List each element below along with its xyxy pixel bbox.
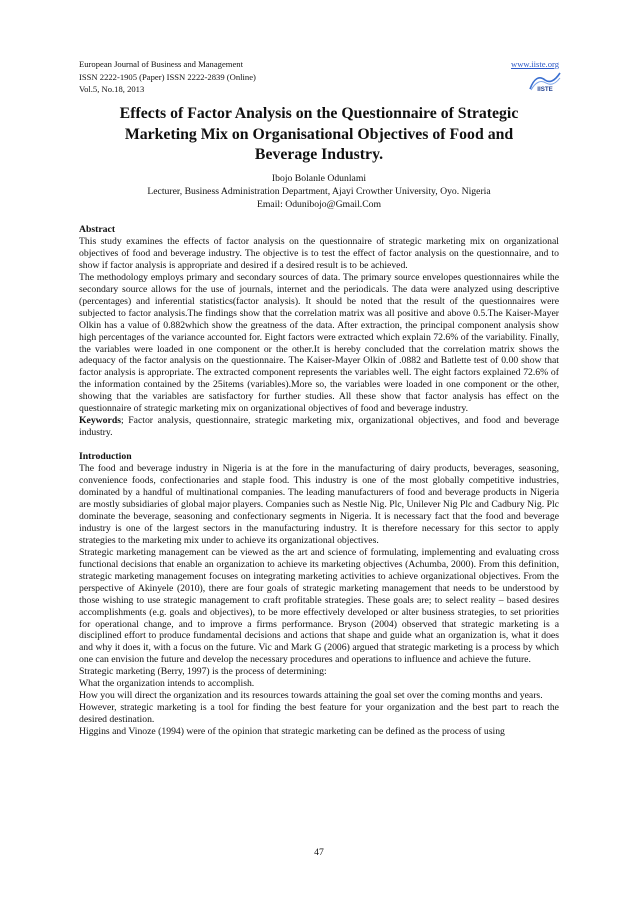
logo-text: IISTE	[537, 86, 553, 92]
intro-paragraph: How you will direct the organization and its resources towards attaining the goal set over the coming months and years.	[79, 690, 543, 702]
keywords-text: ; Factor analysis, questionnaire, strategic marketing mix, organizational objectives, and food and beverage industry.	[79, 415, 559, 439]
intro-paragraph: However, strategic marketing is a tool for finding the best feature for your organization and the best part to reach the desired destination.	[79, 702, 559, 726]
journal-name: European Journal of Business and Management	[79, 59, 243, 69]
keywords-label: Keywords	[79, 415, 121, 427]
introduction-heading: Introduction	[79, 451, 132, 463]
running-header	[79, 58, 256, 96]
intro-paragraph: Strategic marketing management can be viewed as the art and science of formulating, implementing and evaluating cross functional decisions that enable an organization to achieve its marketing objectives (Achumba, 2000). From this definition, strategic marketing management focuses on integrating marketing activities to achieve organizational objectives. From the perspective of Akinyele (2010), there are four goals of strategic marketing management that needs to be understood by those wishing to use strategic management to craft profitable strategies. These goals are; to select reality – based desires accomplishments (e.g. goals and objectives), to be more effectively developed or alter business strategies, to set priorities for operational change, and to improve a firms performance. Bryson (2004) observed that strategic marketing is a disciplined effort to produce fundamental decisions and actions that shape and guide what an organization is, what it does and why it does it, with a focus on the future. Vic and Mark G (2006) argued that strategic marketing is a process by which one can envision the future and develop the necessary procedures and operations to influence and achieve the future.	[79, 546, 559, 666]
intro-paragraph: Strategic marketing (Berry, 1997) is the process of determining:	[79, 666, 327, 678]
keywords-line	[79, 415, 559, 439]
abstract-heading: Abstract	[79, 224, 116, 235]
abstract-paragraph: This study examines the effects of factor analysis on the questionnaire of strategic marketing mix on organizational objectives of food and beverage industry. The objective is to test the effect of factor analysis on the questionnaire, and to show if factor analysis is appropriate and desired if a desired result is to be achieved.	[79, 235, 559, 271]
page-number: 47	[314, 847, 324, 858]
body-text	[79, 224, 559, 738]
intro-paragraph: Higgins and Vinoze (1994) were of the opinion that strategic marketing can be defined as the process of using	[79, 726, 505, 738]
volume-line: Vol.5, No.18, 2013	[79, 84, 145, 94]
intro-paragraph: The food and beverage industry in Nigeria is at the fore in the manufacturing of dairy products, beverages, seasoning, convenience foods, confectionaries and staple food. This industry is one of the most globally competitive industries, dominated by a handful of multinational companies. The leading manufacturers of food and beverage products in Nigeria are mostly subsidiaries of global major players. Companies such as Nestle Nig. Plc, Unilever Nig Plc and Cadbury Nig. Plc dominate the beverage, seasoning and confectionary segments in Nigeria. It is necessary fact that the food and beverage industry is one of the largest sectors in the manufacturing industry. It is therefore necessary for this sector to apply strategies to the marketing mix under to achieve its organizational objectives.	[79, 463, 559, 546]
abstract-paragraph: The methodology employs primary and secondary sources of data. The primary source envelopes questionnaires while the secondary source allows for the use of journals, internet and the periodicals. The data were analyzed using descriptive (percentages) and inferential statistics(factor analysis). It should be noted that the result of the questionnaires were subjected to factor analysis.The findings show that the correlation matrix was all positive and above 0.5.The Kaiser-Mayer Olkin has a value of 0.882which show the greatness of the data. After extraction, the principal component analysis show high percentages of the variance accounted for. Eight factors were extracted which explain 72.6% of the variability. Finally, the variables were loaded in one component or the other.It is hereby concluded that the correlation matrix shows the adequacy of the factor analysis on the questionnaire. The Kaiser-Mayer Olkin of .0882 and Batlette test of 0.00 show that factor analysis is appropriate. The extracted component represents the variables well. The eight factors explained 72.6% of the information contained by the 25items (variables).More so, the variables were loaded in one component or the other, showing that the variables are satisfactory for further studies. All these show that factor analysis has effect on the questionnaire of strategic marketing mix on organizational objectives of food and beverage industry.	[79, 271, 559, 415]
author-affiliation: Lecturer, Business Administration Department, Ajayi Crowther University, Oyo. Nigeria	[147, 186, 491, 197]
paper-title: Effects of Factor Analysis on the Questionnaire of Strategic Marketing Mix on Organisational Objectives of Food and Beverage Industry.	[119, 105, 519, 163]
journal-url-link[interactable]: www.iiste.org	[511, 59, 559, 69]
author-email: Email: Odunibojo@Gmail.Com	[256, 199, 382, 210]
author-name: Ibojo Bolanle Odunlami	[271, 173, 367, 184]
intro-paragraph: What the organization intends to accomplish.	[79, 678, 255, 690]
issn-line: ISSN 2222-1905 (Paper) ISSN 2222-2839 (Online)	[79, 71, 256, 82]
iiste-logo	[528, 70, 562, 92]
